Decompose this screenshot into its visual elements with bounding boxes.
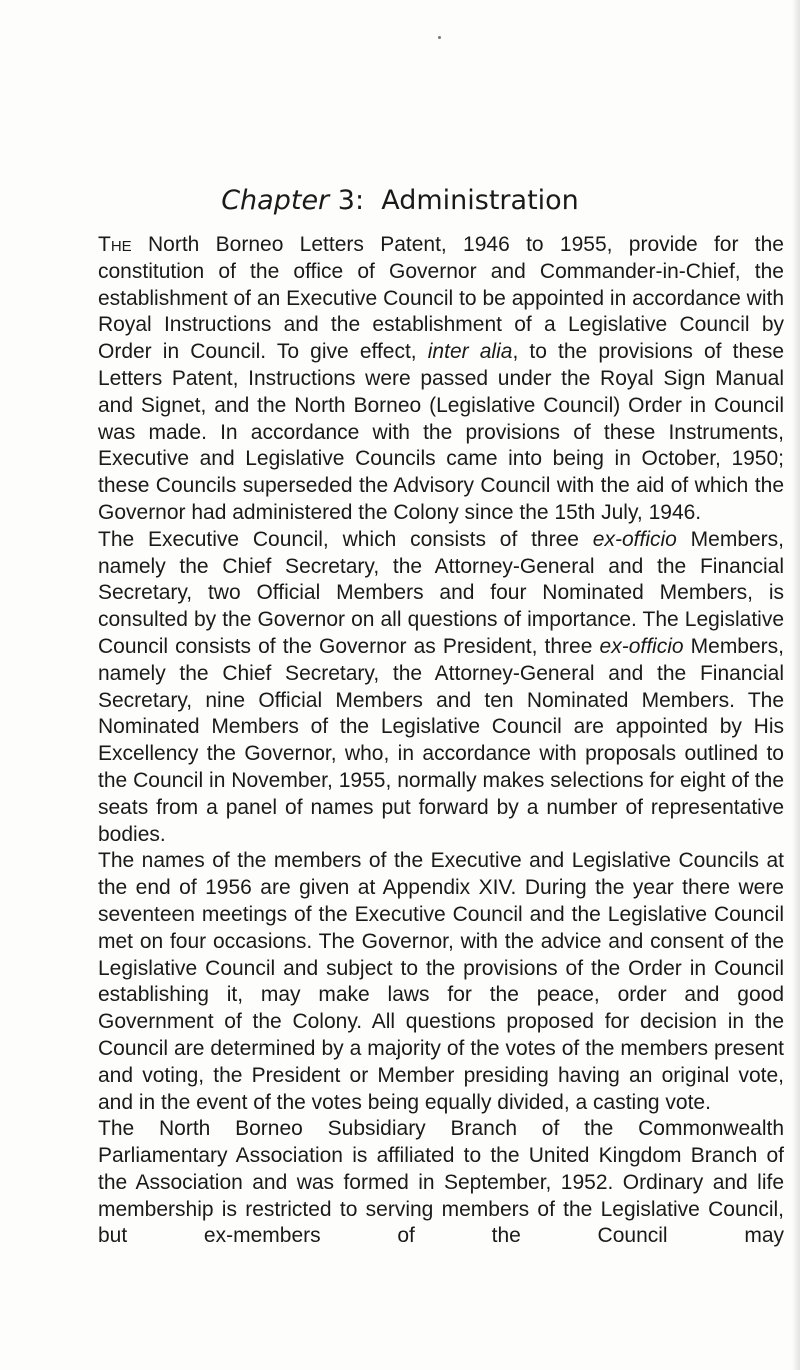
chapter-label: Chapter (221, 185, 330, 216)
run-italic: ex-officio (592, 527, 677, 551)
run: Members, namely the Chief Secretary, the Attorney-General and the Financial Secretary, two Official Members and four Nominated Members, is consulted by the Governor on all questions of importance. The Legislative Council consists of the Governor as President, three (98, 527, 785, 658)
run-italic: inter alia (427, 340, 513, 364)
chapter-heading (0, 181, 800, 221)
paragraph-executive-council (98, 527, 784, 849)
run: The Executive Council, which consists of three (98, 527, 593, 551)
run: The names of the members of the Executive and Legislative Councils at the end of 1956 are given at Appendix XIV. During the year there were seventeen meetings of the Executive Council and the Legislative Council met on four occasions. The Governor, with the advice and consent of the Legislative Council and subject to the provisions of the Order in Council establishing it, may make laws for the peace, order and good Government of the Colony. All questions proposed for decision in the Council are determined by a majority of the votes of the members present and voting, the President or Member presiding having an original vote, and in the event of the votes being equally divided, a casting vote. (98, 849, 784, 1114)
body-text (98, 232, 784, 1250)
run: Members, namely the Chief Secretary, the Attorney-General and the Financial Secretary, nine Official Members and ten Nominated Members. The Nominated Members of the Legislative Council are appointed by His Excellency the Governor, who, in accordance with proposals outlined to the Council in November, 1955, normally makes selections for eight of the seats from a panel of names put forward by a number of representative bodies. (98, 634, 784, 846)
scan-speck (438, 36, 441, 39)
paragraph-commonwealth-association (98, 1116, 784, 1250)
run: North Borneo Letters Patent, 1946 to 1955, provide for the constitution of the office of Governor and Commander-in-Chief, the establishment of an Executive Council to be appointed in accordance with Royal Instructions and the establishment of a Legislative Council by Order in Council. To give effect, (98, 233, 784, 364)
run-smallcaps-opening: The (98, 233, 132, 256)
run: The North Borneo Subsidiary Branch of the Commonwealth Parliamentary Association is affiliated to the United Kingdom Branch of the Association and was formed in September, 1952. Ordinary and life membership is restricted to serving members of the Legislative Council, but ex-members of the Council may (98, 1117, 784, 1248)
paragraph-letters-patent (98, 232, 784, 527)
run: , to the provisions of these Letters Patent, Instructions were passed under the Royal Sign Manual and Signet, and the North Borneo (Legislative Council) Order in Council was made. In accordance with the provisions of these Instruments, Executive and Legislative Councils came into being in October, 1950; these Councils superseded the Advisory Council with the aid of which the Governor had administered the Colony since the 15th July, 1946. (98, 340, 785, 524)
chapter-title: Administration (381, 185, 579, 216)
run-italic: ex-officio (599, 634, 684, 658)
chapter-separator: : (354, 185, 365, 216)
paragraph-council-members (98, 848, 784, 1116)
chapter-number: 3 (337, 185, 355, 216)
